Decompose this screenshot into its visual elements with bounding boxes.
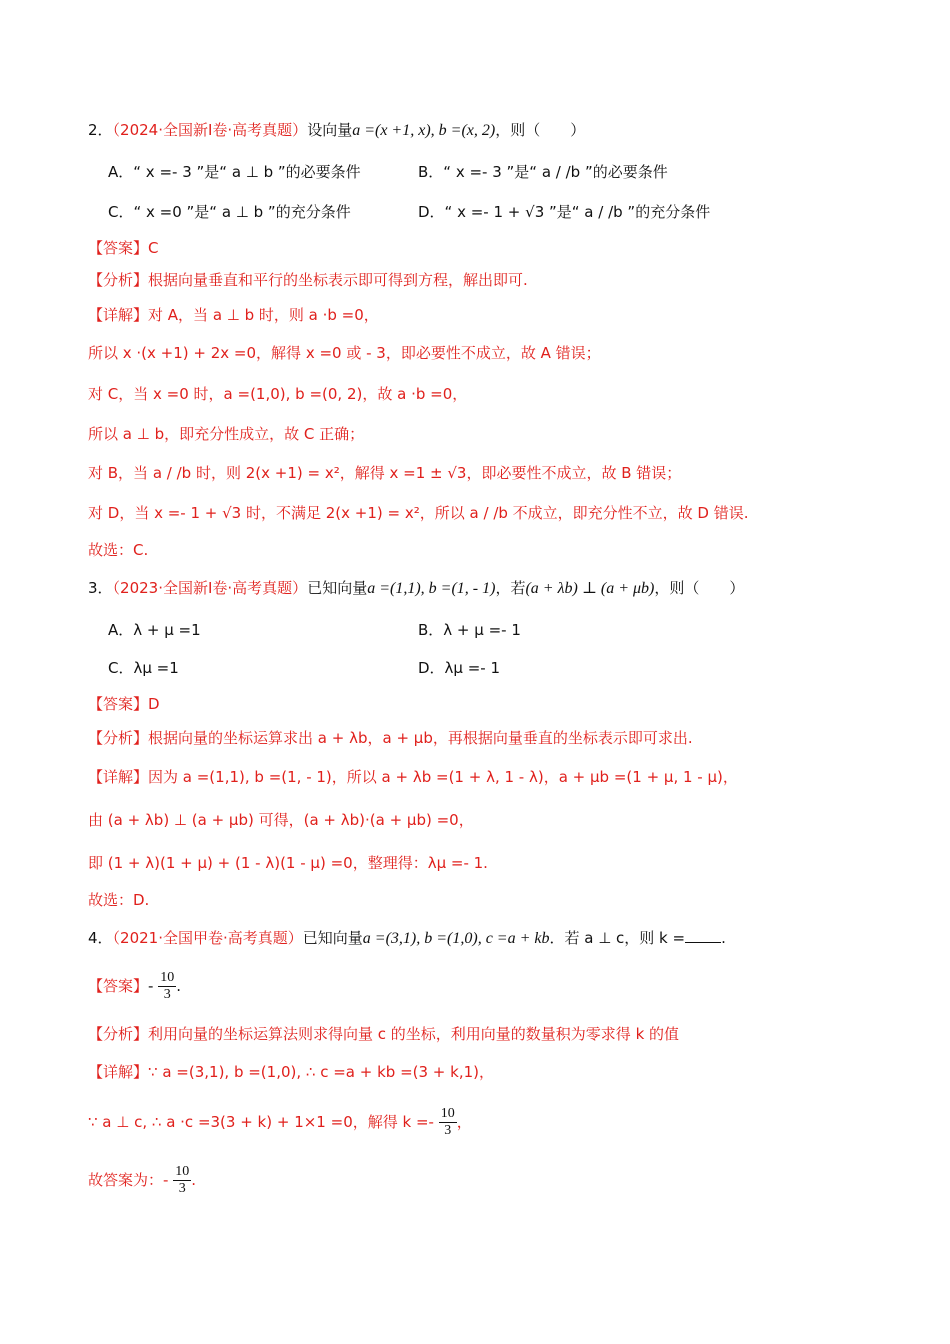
q3-option-a: A．λ + μ =1 — [108, 621, 201, 639]
q2-choose: 故选：C. — [88, 541, 149, 559]
q4-analysis: 【分析】利用向量的坐标运算法则求得向量 c 的坐标，利用向量的数量积为零求得 k 的值 — [88, 1025, 680, 1043]
q3-detail-2: 由 (a + λb) ⊥ (a + μb) 可得，(a + λb)·(a + μb) =0， — [88, 811, 474, 829]
q3-option-c: C．λμ =1 — [108, 659, 179, 677]
q3-choose: 故选：D. — [88, 891, 150, 909]
q2-detail-5: 对 B，当 a / /b 时，则 2(x +1) = x²，解得 x =1 ± √3，即必要性不成立，故 B 错误； — [88, 464, 682, 482]
q2-stem: 2．（2024·全国新Ⅰ卷·高考真题）设向量a =(x +1, x), b =(x, 2)，则（ ） — [88, 121, 586, 139]
q3-option-b: B．λ + μ =- 1 — [418, 621, 521, 639]
q2-analysis: 【分析】根据向量垂直和平行的坐标表示即可得到方程，解出即可. — [88, 271, 528, 289]
q4-source: （2021·全国甲卷·高考真题） — [112, 929, 303, 947]
q4-answer-fraction: $\frac{10}{3}$ — [160, 970, 175, 1002]
q3-source: （2023·全国新Ⅰ卷·高考真题） — [112, 579, 308, 597]
q2-number: 2． — [88, 121, 113, 139]
q2-option-a: A．“ x =- 3 ”是“ a ⊥ b ”的必要条件 — [108, 163, 361, 181]
q4-answer: 【答案】- $\frac{10}{3}$ . — [88, 970, 181, 1002]
q4-stem: 4．（2021·全国甲卷·高考真题）已知向量a =(3,1), b =(1,0), c =a + kb．若 a ⊥ c，则 k = . — [88, 929, 726, 947]
q4-number: 4． — [88, 929, 113, 947]
q2-detail-6: 对 D，当 x =- 1 + √3 时，不满足 2(x +1) = x²，所以 a / /b 不成立，即充分性不立，故 D 错误. — [88, 504, 749, 522]
q4-answer-blank — [685, 930, 721, 943]
q3-detail-1: 【详解】因为 a =(1,1), b =(1, - 1)，所以 a + λb =(1 + λ, 1 - λ)，a + μb =(1 + μ, 1 - μ)， — [88, 768, 738, 786]
q2-source: （2024·全国新Ⅰ卷·高考真题） — [112, 121, 308, 139]
q4-detail-2: ∵ a ⊥ c, ∴ a ·c =3(3 + k) + 1×1 =0，解得 k =- $\frac{10}{3}$ ， — [88, 1106, 472, 1138]
q2-detail-2: 所以 x ·(x +1) + 2x =0，解得 x =0 或 - 3，即必要性不成立，故 A 错误； — [88, 344, 601, 362]
q3-number: 3． — [88, 579, 113, 597]
q2-detail-1: 【详解】对 A，当 a ⊥ b 时，则 a ·b =0， — [88, 306, 379, 324]
q3-analysis: 【分析】根据向量的坐标运算求出 a + λb，a + μb，再根据向量垂直的坐标表示即可求出. — [88, 729, 693, 747]
q4-detail-1: 【详解】∵ a =(3,1), b =(1,0), ∴ c =a + kb =(3 + k,1)， — [88, 1063, 494, 1081]
q3-detail-3: 即 (1 + λ)(1 + μ) + (1 - λ)(1 - μ) =0，整理得：λμ =- 1. — [88, 854, 488, 872]
q2-option-c: C．“ x =0 ”是“ a ⊥ b ”的充分条件 — [108, 203, 351, 221]
q3-answer: 【答案】D — [88, 695, 160, 713]
q3-stem: 3．（2023·全国新Ⅰ卷·高考真题）已知向量a =(1,1), b =(1, - 1)，若(a + λb) ⊥ (a + μb)，则（ ） — [88, 579, 745, 597]
q2-option-b: B．“ x =- 3 ”是“ a / /b ”的必要条件 — [418, 163, 668, 181]
q2-option-d: D．“ x =- 1 + √3 ”是“ a / /b ”的充分条件 — [418, 203, 711, 221]
q2-detail-3: 对 C，当 x =0 时，a =(1,0), b =(0, 2)，故 a ·b =0， — [88, 385, 468, 403]
q4-final-answer: 故答案为：- $\frac{10}{3}$ . — [88, 1164, 196, 1196]
q3-option-d: D．λμ =- 1 — [418, 659, 501, 677]
q2-answer: 【答案】C — [88, 239, 159, 257]
q2-detail-4: 所以 a ⊥ b，即充分性成立，故 C 正确； — [88, 425, 365, 443]
